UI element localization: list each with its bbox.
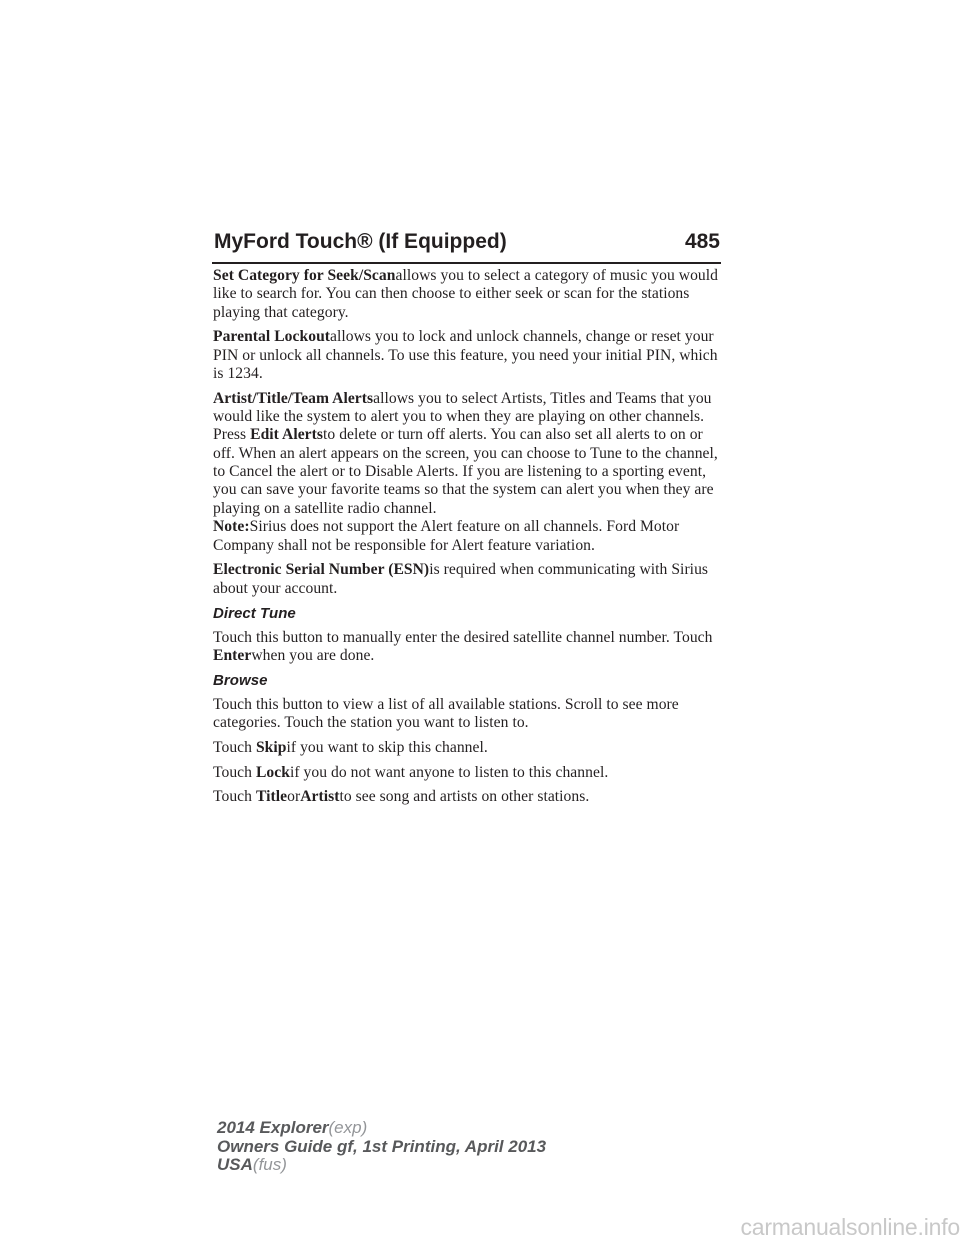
paragraph-parental-lockout — [213, 328, 725, 383]
footer-model: 2014 Explorer — [217, 1118, 329, 1137]
page-footer — [217, 1119, 546, 1175]
lock-post: if you do not want anyone to listen to this channel. — [289, 763, 609, 781]
enter-label: Enter — [213, 646, 252, 664]
text-direct-tune-2: when you are done. — [251, 646, 375, 664]
or-text: or — [287, 788, 301, 806]
footer-line-market — [217, 1156, 546, 1175]
lock-pre: Touch — [213, 763, 256, 781]
paragraph-title-artist — [213, 788, 725, 806]
artist-label: Artist — [300, 788, 340, 806]
footer-market-code: (fus) — [252, 1155, 287, 1174]
footer-market: USA — [217, 1155, 253, 1174]
body-content — [213, 267, 725, 813]
title-post: to see song and artists on other stations. — [339, 788, 590, 806]
footer-line-model — [217, 1119, 546, 1138]
note-text: Sirius does not support the Alert feature on all channels. Ford Motor Company shall not be responsible for Alert feature variation. — [213, 518, 680, 554]
title-label: Title — [255, 788, 288, 806]
term-parental-lockout: Parental Lockout — [213, 328, 331, 346]
paragraph-alerts — [213, 390, 725, 518]
paragraph-esn — [213, 561, 725, 598]
skip-label: Skip — [255, 738, 287, 756]
paragraph-seek-scan — [213, 267, 725, 322]
note-label: Note: — [213, 518, 250, 536]
lock-label: Lock — [255, 763, 290, 781]
edit-alerts-label: Edit Alerts — [250, 426, 324, 444]
heading-direct-tune: Direct Tune — [213, 604, 296, 622]
page-number: 485 — [684, 230, 720, 253]
footer-model-code: (exp) — [328, 1118, 368, 1137]
term-seek-scan: Set Category for Seek/Scan — [213, 267, 396, 284]
watermark: carmanualsonline.info — [740, 1214, 960, 1240]
footer-guide: Owners Guide gf, 1st Printing, April 2013 — [217, 1136, 547, 1156]
paragraph-note — [213, 518, 725, 555]
title-pre: Touch — [213, 788, 256, 806]
section-title: MyFord Touch® (If Equipped) — [214, 230, 507, 253]
text-seek-scan: allows you to select a category of music you would like to search for. You can then choose to either seek or scan for the stations playing that category. — [213, 267, 719, 321]
heading-browse: Browse — [213, 671, 268, 689]
text-alerts-2: to delete or turn off alerts. You can also set all alerts to on or off. When an alert appears on the screen, you can choose to Tune to the channel, to Cancel the alert or to Disable Alerts. If you are listening to a sporting event, you can save your favorite teams so that the system can alert you when they are playing on a satellite radio channel. — [213, 426, 718, 517]
term-esn: Electronic Serial Number (ESN) — [213, 561, 430, 579]
term-alerts: Artist/Title/Team Alerts — [213, 389, 374, 407]
header-divider — [212, 262, 721, 264]
paragraph-direct-tune — [213, 629, 725, 666]
paragraph-lock — [213, 764, 725, 782]
skip-post: if you want to skip this channel. — [286, 738, 488, 756]
text-parental-lockout: allows you to lock and unlock channels, change or reset your PIN or unlock all channels. To use this feature, you need your initial PIN, which is 1234. — [213, 328, 718, 382]
text-esn: is required when communicating with Sirius about your account. — [213, 561, 709, 597]
text-direct-tune-1: Touch this button to manually enter the desired satellite channel number. Touch — [213, 628, 713, 646]
paragraph-skip — [213, 739, 725, 757]
paragraph-browse-intro: Touch this button to view a list of all available stations. Scroll to see more categories. Touch the station you want to listen to. — [213, 695, 679, 731]
page-header — [212, 228, 720, 260]
text-alerts-1: allows you to select Artists, Titles and Teams that you would like the system to alert you to when they are playing on other channels. Press — [213, 389, 712, 444]
skip-pre: Touch — [213, 738, 256, 756]
